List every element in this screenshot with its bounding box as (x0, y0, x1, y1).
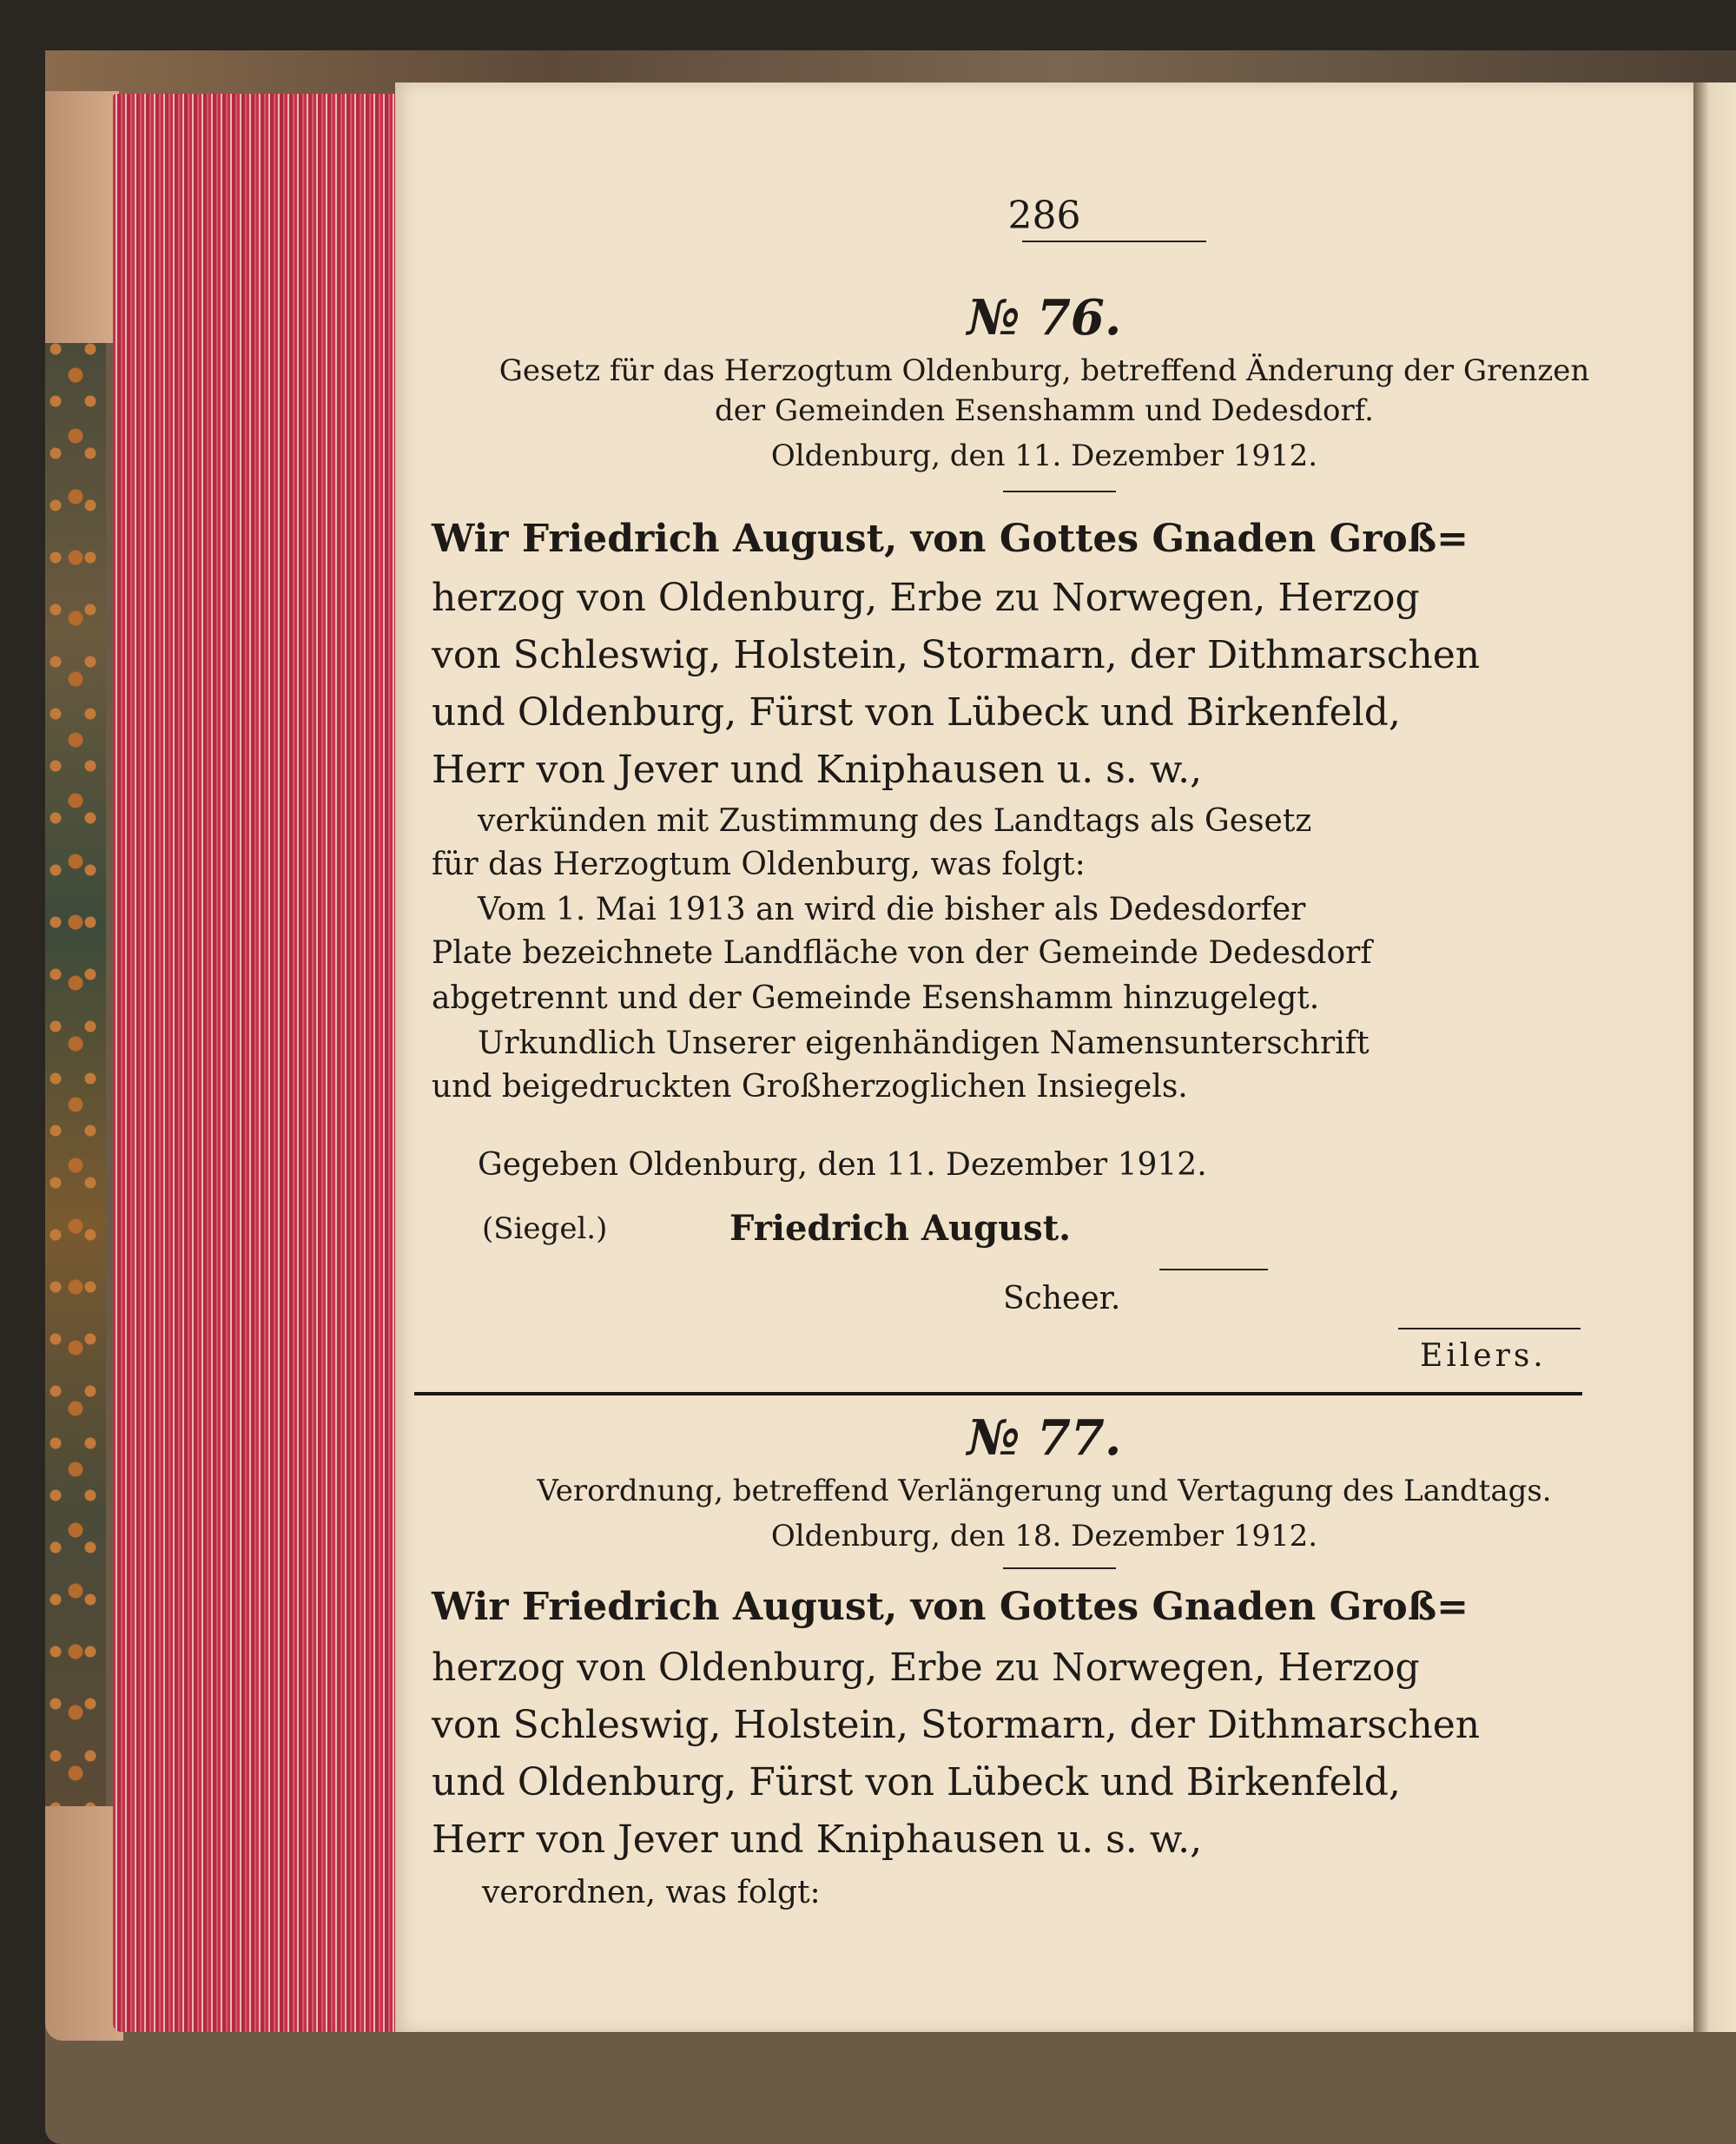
page-edges (113, 94, 395, 2032)
intro-line: und Oldenburg, Fürst von Lübeck und Birkenfeld, (432, 1760, 1401, 1804)
law-76-signature: Friedrich August. (729, 1208, 1072, 1249)
body-line: verkünden mit Zustimmung des Landtags als Gesetz (478, 803, 1312, 839)
section-divider (414, 1392, 1582, 1395)
law-76-title-rule (1003, 491, 1116, 492)
intro-line: von Schleswig, Holstein, Stormarn, der Dithmarschen (432, 1703, 1481, 1747)
intro-line: und Oldenburg, Fürst von Lübeck und Birkenfeld, (432, 690, 1401, 735)
body-line: und beigedruckten Großherzoglichen Insiegels. (432, 1069, 1188, 1105)
signature-rule-2 (1398, 1328, 1581, 1329)
intro-line: Wir Friedrich August, von Gottes Gnaden Groß= (432, 517, 1469, 561)
marbled-cover (45, 339, 106, 1806)
law-76-number: № 76. (967, 289, 1122, 346)
body-line: Vom 1. Mai 1913 an wird die bisher als Dedesdorfer (478, 892, 1306, 927)
body-line: Plate bezeichnete Landfläche von der Gemeinde Dedesdorf (432, 935, 1372, 971)
law-77-closing: verordnen, was folgt: (482, 1875, 821, 1910)
body-line: Urkundlich Unserer eigenhändigen Namensunterschrift (478, 1026, 1370, 1061)
law-76-title-line1: Gesetz für das Herzogtum Oldenburg, betreffend Änderung der Grenzen (498, 353, 1590, 388)
page-number: 286 (1007, 194, 1081, 238)
law-77-title-rule (1003, 1567, 1116, 1569)
document-page (395, 82, 1693, 2032)
law-77-title: Verordnung, betreffend Verlängerung und Vertagung des Landtags. (537, 1474, 1552, 1508)
intro-line: herzog von Oldenburg, Erbe zu Norwegen, Herzog (432, 576, 1420, 620)
law-76-countersign-1: Scheer. (1003, 1281, 1121, 1316)
law-76-countersign-2: Eilers. (1420, 1338, 1547, 1374)
body-line: für das Herzogtum Oldenburg, was folgt: (432, 847, 1086, 882)
law-76-date: Oldenburg, den 11. Dezember 1912. (770, 439, 1318, 473)
law-77-date: Oldenburg, den 18. Dezember 1912. (770, 1519, 1318, 1554)
intro-line: Herr von Jever und Kniphausen u. s. w., (432, 1817, 1203, 1862)
law-76-title-line2: der Gemeinden Esenshamm und Dedesdorf. (715, 393, 1374, 428)
facing-page-edge (1692, 82, 1736, 2032)
leather-corner-upper (45, 91, 119, 343)
leather-corner-lower (45, 1806, 123, 2041)
intro-line: Herr von Jever und Kniphausen u. s. w., (432, 748, 1203, 792)
intro-line: Wir Friedrich August, von Gottes Gnaden Groß= (432, 1585, 1469, 1629)
body-line: abgetrennt und der Gemeinde Esenshamm hinzugelegt. (432, 980, 1320, 1016)
law-77-number: № 77. (967, 1409, 1122, 1467)
signature-rule-1 (1159, 1269, 1268, 1270)
page-number-rule (1022, 241, 1206, 242)
law-76-given: Gegeben Oldenburg, den 11. Dezember 1912. (478, 1147, 1207, 1183)
intro-line: von Schleswig, Holstein, Stormarn, der Dithmarschen (432, 633, 1481, 677)
intro-line: herzog von Oldenburg, Erbe zu Norwegen, Herzog (432, 1646, 1420, 1690)
law-76-seal: (Siegel.) (482, 1211, 608, 1246)
